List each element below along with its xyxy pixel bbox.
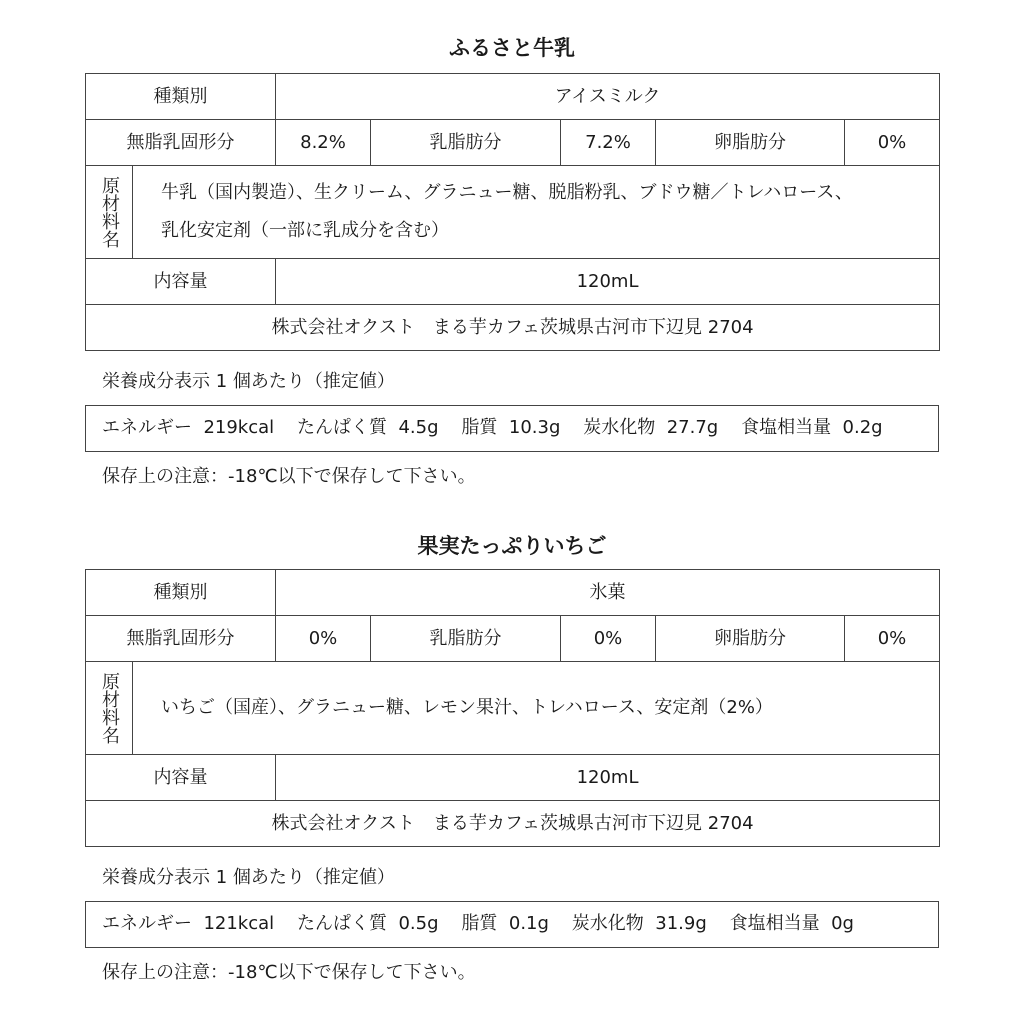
msnf-value: 8.2%: [276, 120, 371, 166]
storage-note: 保存上の注意：-18℃以下で保存して下さい。: [102, 466, 476, 487]
msnf-value: 0%: [276, 616, 371, 662]
milkfat-value: 7.2%: [561, 120, 656, 166]
eggfat-label: 卵脂肪分: [656, 616, 845, 662]
type-label: 種類別: [86, 570, 276, 616]
volume-value: 120mL: [276, 755, 940, 801]
eggfat-value: 0%: [845, 616, 940, 662]
ingredients-text-line2: 乳化安定剤（一部に乳成分を含む）: [161, 220, 449, 241]
type-value: 氷菓: [276, 570, 940, 616]
nutrition-facts: エネルギー 219kcal たんぱく質 4.5g 脂質 10.3g 炭水化物 27.7g 食塩相当量 0.2g: [85, 405, 939, 452]
msnf-label: 無脂乳固形分: [86, 120, 276, 166]
volume-label: 内容量: [86, 259, 276, 305]
storage-note: 保存上の注意：-18℃以下で保存して下さい。: [102, 962, 476, 983]
milkfat-label: 乳脂肪分: [371, 120, 561, 166]
volume-value: 120mL: [276, 259, 940, 305]
spec-table: [85, 73, 940, 351]
ingredients-text-line1: いちご（国産）、グラニュー糖、レモン果汁、トレハロース、安定剤（2%）: [161, 697, 773, 718]
spec-table: [85, 569, 940, 847]
ingredients-label: 原材料名: [99, 176, 120, 248]
msnf-label: 無脂乳固形分: [86, 616, 276, 662]
eggfat-value: 0%: [845, 120, 940, 166]
maker-info: 株式会社オクスト まる芋カフェ茨城県古河市下辺見 2704: [86, 801, 940, 847]
nutrition-facts: エネルギー 121kcal たんぱく質 0.5g 脂質 0.1g 炭水化物 31.9g 食塩相当量 0g: [85, 901, 939, 948]
product-title: 果実たっぷりいちご: [417, 534, 607, 558]
product-title: ふるさと牛乳: [449, 36, 575, 60]
nutrition-heading: 栄養成分表示 1 個あたり（推定値）: [102, 867, 395, 888]
ingredients-row: [86, 662, 940, 755]
milkfat-value: 0%: [561, 616, 656, 662]
maker-info: 株式会社オクスト まる芋カフェ茨城県古河市下辺見 2704: [86, 305, 940, 351]
ingredients-label: 原材料名: [99, 672, 120, 744]
milkfat-label: 乳脂肪分: [371, 616, 561, 662]
volume-label: 内容量: [86, 755, 276, 801]
type-value: アイスミルク: [276, 74, 940, 120]
eggfat-label: 卵脂肪分: [656, 120, 845, 166]
nutrition-heading: 栄養成分表示 1 個あたり（推定値）: [102, 371, 395, 392]
ingredients-text-line1: 牛乳（国内製造）、生クリーム、グラニュー糖、脱脂粉乳、ブドウ糖／トレハロース、: [161, 182, 853, 203]
ingredients-row: [86, 166, 940, 259]
type-label: 種類別: [86, 74, 276, 120]
